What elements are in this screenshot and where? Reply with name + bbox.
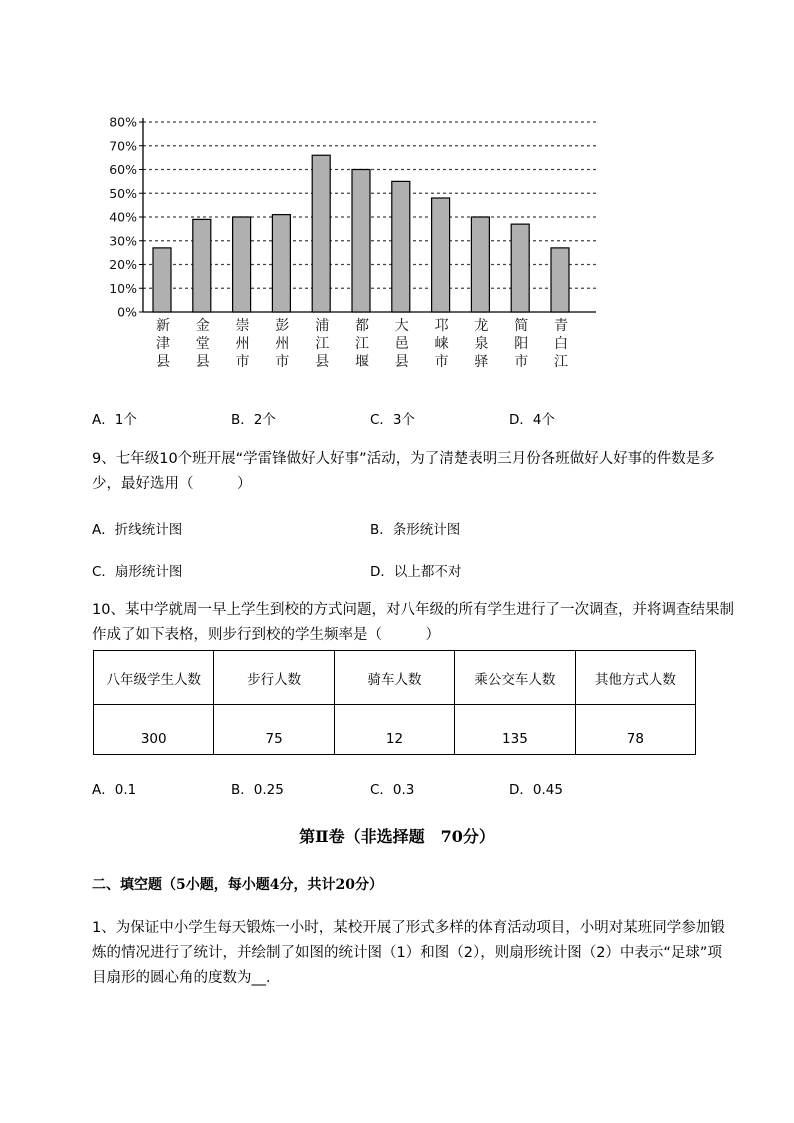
y-tick-label: 70%	[109, 138, 137, 154]
y-tick-label: 40%	[109, 209, 137, 225]
table-header-cell: 其他方式人数	[594, 671, 676, 688]
section-subtitle: 二、填空题（5小题，每小题4分，共计20分）	[92, 877, 383, 893]
fill1-line-2: 炼的情况进行了统计，并绘制了如图的统计图（1）和图（2），则扇形统计图（2）中表示“足球”项	[92, 945, 722, 961]
table-row	[94, 705, 695, 755]
q10-table	[93, 650, 696, 755]
bar	[153, 248, 171, 312]
x-tick-label: 浦江县	[315, 318, 330, 370]
x-tick-label: 龙泉驿	[474, 318, 489, 370]
q10-option-a: A．0.1	[92, 782, 137, 798]
x-tick-label: 彭州市	[275, 318, 290, 370]
q10-stem	[92, 598, 734, 648]
y-tick-label: 80%	[109, 114, 137, 130]
x-tick-label: 邛崃市	[434, 318, 449, 370]
q10-option-c: C．0.3	[370, 782, 415, 798]
table-cell: 135	[455, 705, 575, 755]
table-cell: 12	[335, 705, 455, 755]
bar	[233, 217, 251, 312]
bar	[511, 224, 529, 312]
y-tick-label: 30%	[109, 233, 137, 249]
q9-option-d: D．以上都不对	[370, 564, 462, 580]
table-header-cell: 乘公交车人数	[455, 651, 575, 704]
q10-option-b: B．0.25	[231, 782, 284, 798]
y-tick-label: 0%	[117, 304, 137, 320]
x-tick-label: 金堂县	[195, 318, 210, 370]
bar	[471, 217, 489, 312]
y-tick-label: 10%	[109, 280, 137, 296]
table-header-cell: 八年级学生人数	[94, 651, 214, 704]
bar	[193, 219, 211, 312]
x-tick-label: 崇州市	[235, 318, 250, 370]
x-tick-label: 简阳市	[514, 318, 529, 370]
bar	[432, 198, 450, 312]
q9-line-2: 少，最好选用（ ）	[92, 476, 252, 492]
fill1-line-3: 目扇形的圆心角的度数为__．	[92, 970, 281, 986]
q10-line-2: 作成了如下表格，则步行到校的学生频率是（ ）	[92, 627, 440, 643]
y-tick-label: 20%	[109, 257, 137, 272]
q8-option-b: B．2个	[231, 412, 276, 428]
q9-option-b: B．条形统计图	[370, 522, 461, 538]
q10-option-d: D．0.45	[509, 782, 563, 798]
q8-option-d: D．4个	[509, 412, 555, 428]
table-cell: 300	[94, 705, 214, 755]
q10-line-1: 10、某中学就周一早上学生到校的方式问题，对八年级的所有学生进行了一次调查，并将调查结果制	[92, 602, 734, 618]
x-tick-label: 都江堰	[355, 318, 369, 370]
q9-stem	[92, 447, 715, 497]
x-tick-label: 青白江	[554, 318, 568, 370]
y-tick-label: 50%	[109, 185, 137, 201]
bar	[551, 248, 569, 312]
bar	[312, 155, 330, 312]
table-cell: 78	[626, 731, 644, 747]
table-cell: 75	[214, 705, 334, 755]
fill1-line-1: 1、为保证中小学生每天锻炼一小时，某校开展了形式多样的体育活动项目，小明对某班同学参加锻	[92, 920, 725, 936]
fill1-stem	[92, 916, 725, 991]
table-header-row	[94, 651, 695, 705]
section-title: 第Ⅱ卷（非选择题 70分）	[299, 827, 495, 846]
x-tick-label: 大邑县	[394, 318, 409, 370]
bar-chart	[0, 0, 794, 380]
q8-option-c: C．3个	[370, 412, 416, 428]
q9-option-a: A．折线统计图	[92, 522, 183, 538]
y-tick-label: 60%	[109, 162, 137, 177]
q8-option-a: A．1个	[92, 412, 137, 428]
q9-option-c: C．扇形统计图	[92, 564, 183, 580]
bar	[352, 170, 370, 313]
table-header-cell: 步行人数	[214, 651, 334, 704]
x-tick-label: 新津县	[156, 318, 170, 370]
bar	[272, 215, 290, 312]
table-header-cell: 骑车人数	[335, 651, 455, 704]
q9-line-1: 9、七年级10个班开展“学雷锋做好人好事”活动，为了清楚表明三月份各班做好人好事的件数是多	[92, 451, 715, 467]
bar	[392, 181, 410, 312]
